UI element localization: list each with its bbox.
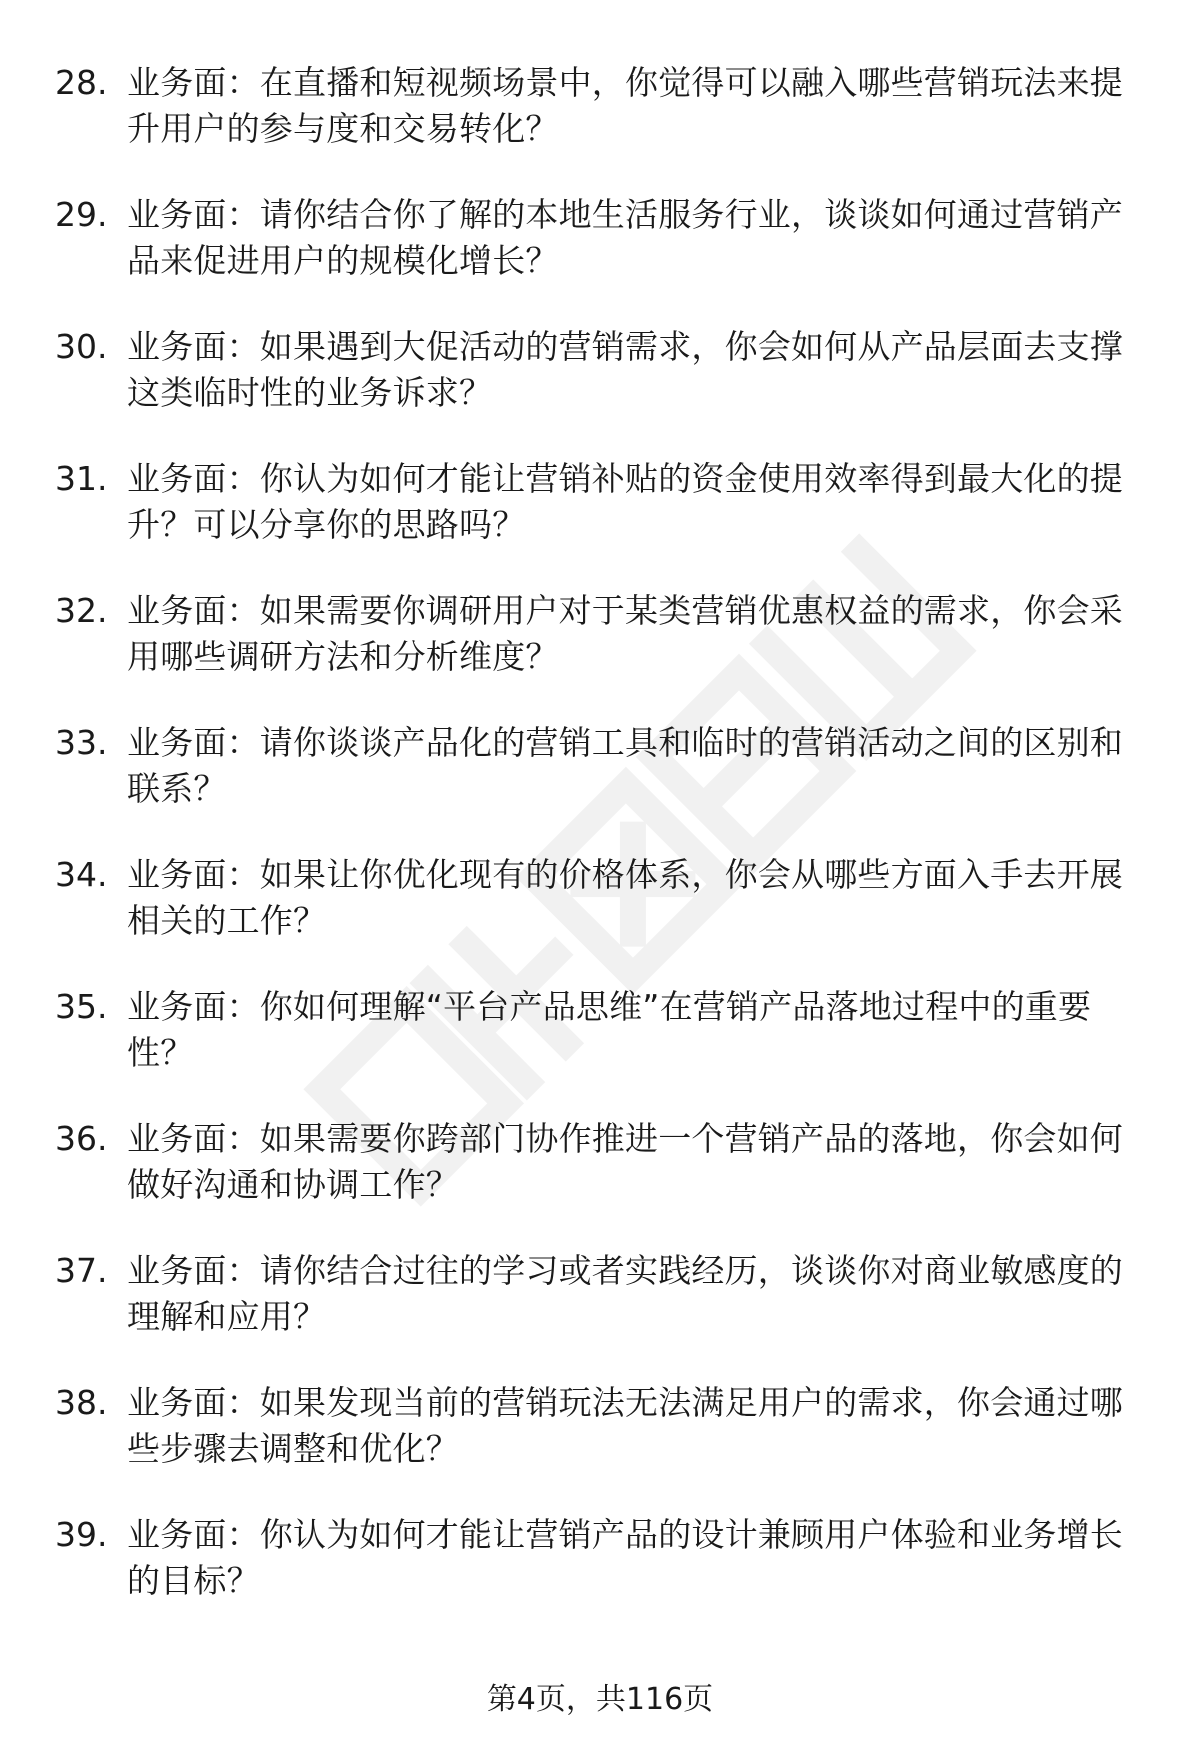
question-item	[55, 324, 1145, 456]
question-item	[55, 852, 1145, 984]
question-item	[55, 1116, 1145, 1248]
question-item	[55, 60, 1145, 192]
question-item	[55, 1248, 1145, 1380]
question-text: 业务面：你认为如何才能让营销补贴的资金使用效率得到最大化的提升？可以分享你的思路吗？	[127, 459, 1123, 544]
question-list	[55, 60, 1145, 1644]
question-item	[55, 1380, 1145, 1512]
question-number: 31.	[55, 459, 108, 498]
question-number: 37.	[55, 1251, 108, 1290]
question-number: 35.	[55, 987, 108, 1026]
question-text: 业务面：请你结合过往的学习或者实践经历，谈谈你对商业敏感度的理解和应用？	[127, 1251, 1123, 1336]
page-footer	[0, 1680, 1200, 1720]
question-text: 业务面：在直播和短视频场景中，你觉得可以融入哪些营销玩法来提升用户的参与度和交易转化？	[127, 63, 1123, 148]
page-number-label: 第4页，共116页	[486, 1682, 714, 1717]
question-text: 业务面：如果遇到大促活动的营销需求，你会如何从产品层面去支撑这类临时性的业务诉求？	[127, 327, 1123, 412]
question-number: 33.	[55, 723, 108, 762]
question-text: 业务面：你认为如何才能让营销产品的设计兼顾用户体验和业务增长的目标？	[127, 1515, 1123, 1600]
question-text: 业务面：如果需要你跨部门协作推进一个营销产品的落地，你会如何做好沟通和协调工作？	[127, 1119, 1123, 1204]
question-text: 业务面：请你谈谈产品化的营销工具和临时的营销活动之间的区别和联系？	[127, 723, 1123, 808]
question-text: 业务面：请你结合你了解的本地生活服务行业，谈谈如何通过营销产品来促进用户的规模化增长？	[127, 195, 1123, 280]
question-number: 39.	[55, 1515, 108, 1554]
question-number: 36.	[55, 1119, 108, 1158]
question-text: 业务面：你如何理解“平台产品思维”在营销产品落地过程中的重要性？	[127, 987, 1092, 1072]
question-number: 28.	[55, 63, 108, 102]
question-text: 业务面：如果让你优化现有的价格体系，你会从哪些方面入手去开展相关的工作？	[127, 855, 1123, 940]
question-item	[55, 1512, 1145, 1644]
question-number: 30.	[55, 327, 108, 366]
question-number: 32.	[55, 591, 108, 630]
question-text: 业务面：如果发现当前的营销玩法无法满足用户的需求，你会通过哪些步骤去调整和优化？	[127, 1383, 1123, 1468]
question-number: 29.	[55, 195, 108, 234]
question-number: 34.	[55, 855, 108, 894]
question-item	[55, 456, 1145, 588]
question-number: 38.	[55, 1383, 108, 1422]
question-item	[55, 720, 1145, 852]
question-text: 业务面：如果需要你调研用户对于某类营销优惠权益的需求，你会采用哪些调研方法和分析维度？	[127, 591, 1123, 676]
question-item	[55, 588, 1145, 720]
question-item	[55, 192, 1145, 324]
question-item	[55, 984, 1145, 1116]
